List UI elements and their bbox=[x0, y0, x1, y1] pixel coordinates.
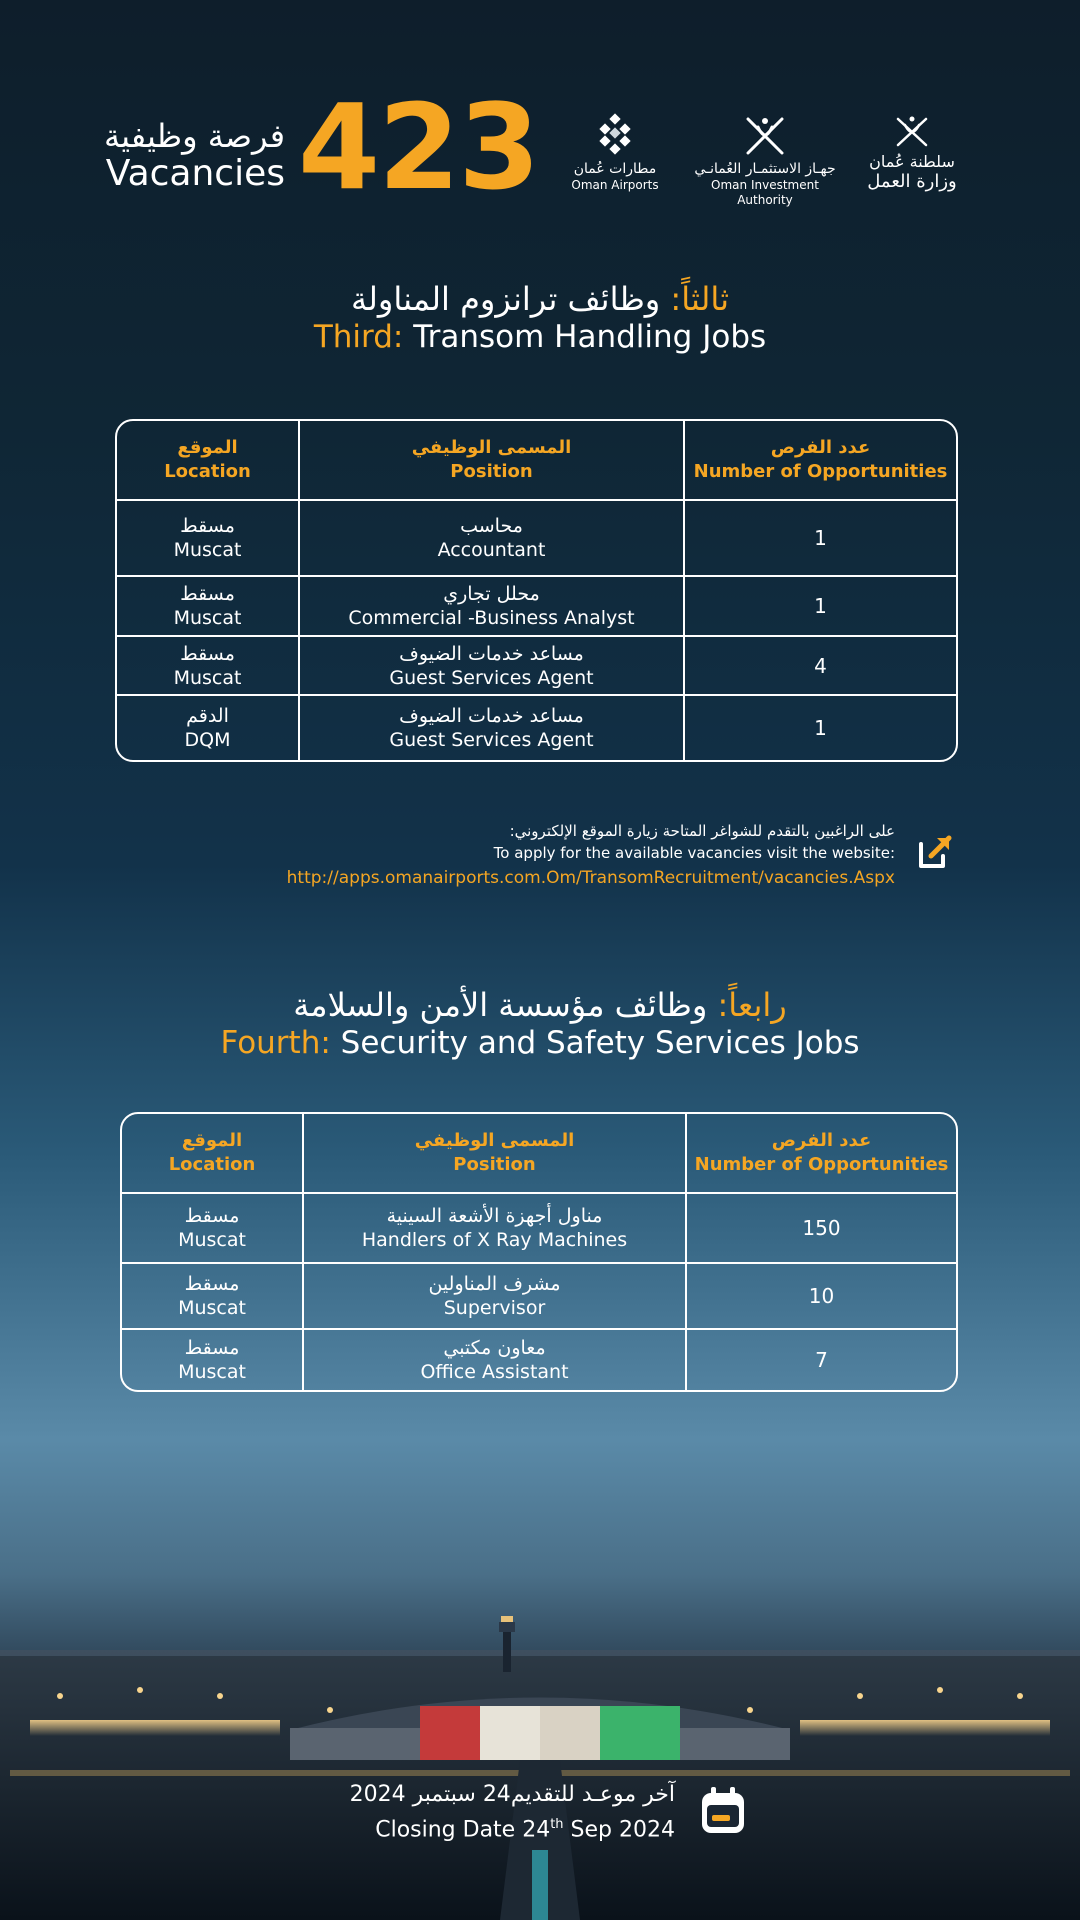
position-ar: مساعد خدمات الضيوف bbox=[399, 642, 584, 665]
position-en: Guest Services Agent bbox=[389, 729, 594, 751]
table-row bbox=[122, 1328, 956, 1390]
vacancies-label-en: Vacancies bbox=[105, 153, 285, 194]
position-ar: معاون مكتبي bbox=[443, 1337, 546, 1359]
location-en: Muscat bbox=[173, 666, 242, 689]
section-fourth-prefix-ar: رابعاً: bbox=[717, 986, 787, 1024]
ministry-of-labour-logo-icon bbox=[892, 113, 932, 149]
column-header-count-en: Number of Opportunities bbox=[694, 1154, 949, 1175]
ministry-name-ar-1: سلطنة عُمان bbox=[869, 152, 955, 171]
opportunities-count: 1 bbox=[683, 577, 956, 635]
column-header-location-en: Location bbox=[164, 461, 251, 482]
location-ar: مسقط bbox=[184, 1273, 240, 1295]
location-cell bbox=[117, 577, 298, 635]
table-header-row bbox=[122, 1114, 956, 1192]
position-cell bbox=[298, 637, 683, 694]
location-ar: مسقط bbox=[180, 642, 235, 665]
position-cell bbox=[302, 1194, 685, 1262]
position-en: Office Assistant bbox=[420, 1361, 569, 1383]
position-cell bbox=[298, 501, 683, 575]
vacancies-label-ar: فرصة وظيفية bbox=[103, 117, 285, 155]
section-third-title bbox=[0, 280, 1080, 356]
location-en: Muscat bbox=[178, 1229, 246, 1251]
section-fourth-rest-en: Security and Safety Services Jobs bbox=[330, 1025, 860, 1061]
table-row bbox=[122, 1262, 956, 1328]
oman-airports-logo bbox=[565, 113, 665, 193]
column-header-location bbox=[117, 421, 298, 499]
security-jobs-table bbox=[120, 1112, 958, 1392]
vacancies-count: 423 bbox=[298, 78, 539, 216]
table-row bbox=[117, 694, 956, 760]
location-cell bbox=[117, 501, 298, 575]
column-header-location-ar: الموقع bbox=[177, 437, 238, 458]
ministry-of-labour-logo bbox=[862, 113, 962, 193]
position-cell bbox=[302, 1264, 685, 1328]
section-third-rest-en: Transom Handling Jobs bbox=[403, 319, 767, 355]
location-ar: مسقط bbox=[184, 1337, 240, 1359]
opportunities-count: 4 bbox=[683, 637, 956, 694]
section-fourth-title bbox=[0, 986, 1080, 1062]
position-ar: محلل تجاري bbox=[443, 583, 540, 605]
vacancies-label bbox=[100, 117, 285, 193]
location-ar: مسقط bbox=[180, 515, 235, 537]
section-third-prefix-en: Third: bbox=[313, 319, 404, 355]
apply-text-en: To apply for the available vacancies visit the website: bbox=[493, 844, 895, 862]
section-fourth-title-en bbox=[0, 1024, 1080, 1062]
closing-date-en-sup: th bbox=[550, 1817, 564, 1832]
column-header-count-ar: عدد الفرص bbox=[771, 1130, 872, 1151]
apply-text-ar: على الراغبين بالتقدم للشواغر المتاحة زيارة الموقع الإلكتروني: bbox=[509, 822, 895, 840]
location-en: Muscat bbox=[178, 1297, 246, 1319]
opportunities-count: 150 bbox=[685, 1194, 956, 1262]
opportunities-count: 1 bbox=[683, 501, 956, 575]
column-header-position-en: Position bbox=[450, 461, 533, 482]
column-header-position-ar: المسمى الوظيفي bbox=[414, 1130, 575, 1151]
column-header-position bbox=[298, 421, 683, 499]
position-ar: مساعد خدمات الضيوف bbox=[399, 705, 584, 727]
position-en: Accountant bbox=[437, 539, 546, 561]
location-cell bbox=[122, 1194, 302, 1262]
position-ar: مناول أجهزة الأشعة السينية bbox=[386, 1205, 603, 1227]
oman-airports-logo-icon bbox=[593, 113, 637, 157]
section-third-rest-ar: وظائف ترانزوم المناولة bbox=[351, 280, 671, 318]
table-row bbox=[117, 499, 956, 575]
column-header-count-ar: عدد الفرص bbox=[770, 437, 871, 458]
location-cell bbox=[117, 696, 298, 760]
oman-airports-name-ar: مطارات عُمان bbox=[573, 161, 657, 177]
apply-instructions bbox=[180, 820, 895, 892]
section-third-title-en bbox=[0, 318, 1080, 356]
location-ar: الدقم bbox=[186, 705, 229, 727]
transom-jobs-table bbox=[115, 419, 958, 762]
position-en: Guest Services Agent bbox=[389, 666, 594, 689]
location-en: Muscat bbox=[173, 539, 242, 561]
table-row bbox=[117, 635, 956, 694]
table-header-row bbox=[117, 421, 956, 499]
position-cell bbox=[298, 577, 683, 635]
location-ar: مسقط bbox=[180, 583, 235, 605]
external-link-icon[interactable] bbox=[915, 832, 955, 872]
column-header-location-ar: الموقع bbox=[181, 1130, 243, 1151]
oman-airports-name-en: Oman Airports bbox=[571, 178, 659, 192]
closing-date-en-suffix: Sep 2024 bbox=[563, 1817, 675, 1843]
table-row bbox=[122, 1192, 956, 1262]
column-header-count-en: Number of Opportunities bbox=[693, 461, 948, 482]
oia-logo bbox=[685, 113, 845, 208]
location-cell bbox=[117, 637, 298, 694]
position-cell bbox=[302, 1330, 685, 1390]
column-header-position-en: Position bbox=[453, 1154, 536, 1175]
closing-date-ar: آخر موعـد للتقديم24 سبتمبر 2024 bbox=[349, 1782, 675, 1807]
closing-date bbox=[290, 1780, 675, 1845]
location-cell bbox=[122, 1264, 302, 1328]
column-header-position-ar: المسمى الوظيفي bbox=[411, 437, 572, 458]
location-en: Muscat bbox=[178, 1361, 246, 1383]
ministry-name-ar-2: وزارة العمل bbox=[867, 171, 957, 192]
location-cell bbox=[122, 1330, 302, 1390]
position-en: Supervisor bbox=[443, 1297, 546, 1319]
location-ar: مسقط bbox=[184, 1205, 240, 1227]
opportunities-count: 1 bbox=[683, 696, 956, 760]
apply-website-link[interactable]: http://apps.omanairports.com.Om/TransomRecruitment/vacancies.Aspx bbox=[286, 868, 895, 888]
section-fourth-rest-ar: وظائف مؤسسة الأمن والسلامة bbox=[293, 986, 718, 1024]
column-header-count bbox=[685, 1114, 956, 1192]
closing-date-en bbox=[290, 1810, 675, 1845]
position-cell bbox=[298, 696, 683, 760]
oia-khanjar-logo-icon bbox=[742, 113, 788, 157]
airport-skyline-image bbox=[0, 1610, 1080, 1920]
section-third-title-ar bbox=[0, 280, 1080, 318]
position-en: Handlers of X Ray Machines bbox=[361, 1229, 628, 1251]
location-en: Muscat bbox=[173, 607, 242, 629]
position-ar: مشرف المناولين bbox=[428, 1273, 561, 1295]
section-third-prefix-ar: ثالثاً: bbox=[670, 280, 729, 318]
opportunities-count: 7 bbox=[685, 1330, 956, 1390]
section-fourth-prefix-en: Fourth: bbox=[220, 1025, 331, 1061]
column-header-location-en: Location bbox=[168, 1154, 256, 1175]
location-en: DQM bbox=[184, 729, 231, 751]
closing-date-en-prefix: Closing Date 24 bbox=[375, 1817, 551, 1843]
column-header-count bbox=[683, 421, 956, 499]
oia-name-en: Oman Investment Authority bbox=[711, 178, 819, 207]
section-fourth-title-ar bbox=[0, 986, 1080, 1024]
column-header-location bbox=[122, 1114, 302, 1192]
position-ar: محاسب bbox=[460, 515, 523, 537]
opportunities-count: 10 bbox=[685, 1264, 956, 1328]
calendar-icon bbox=[700, 1785, 746, 1835]
column-header-position bbox=[302, 1114, 685, 1192]
oia-name-ar: جهـاز الاستثمـار العُمانـي bbox=[694, 161, 836, 177]
position-en: Commercial -Business Analyst bbox=[348, 607, 635, 629]
header bbox=[0, 78, 1080, 216]
table-row bbox=[117, 575, 956, 635]
